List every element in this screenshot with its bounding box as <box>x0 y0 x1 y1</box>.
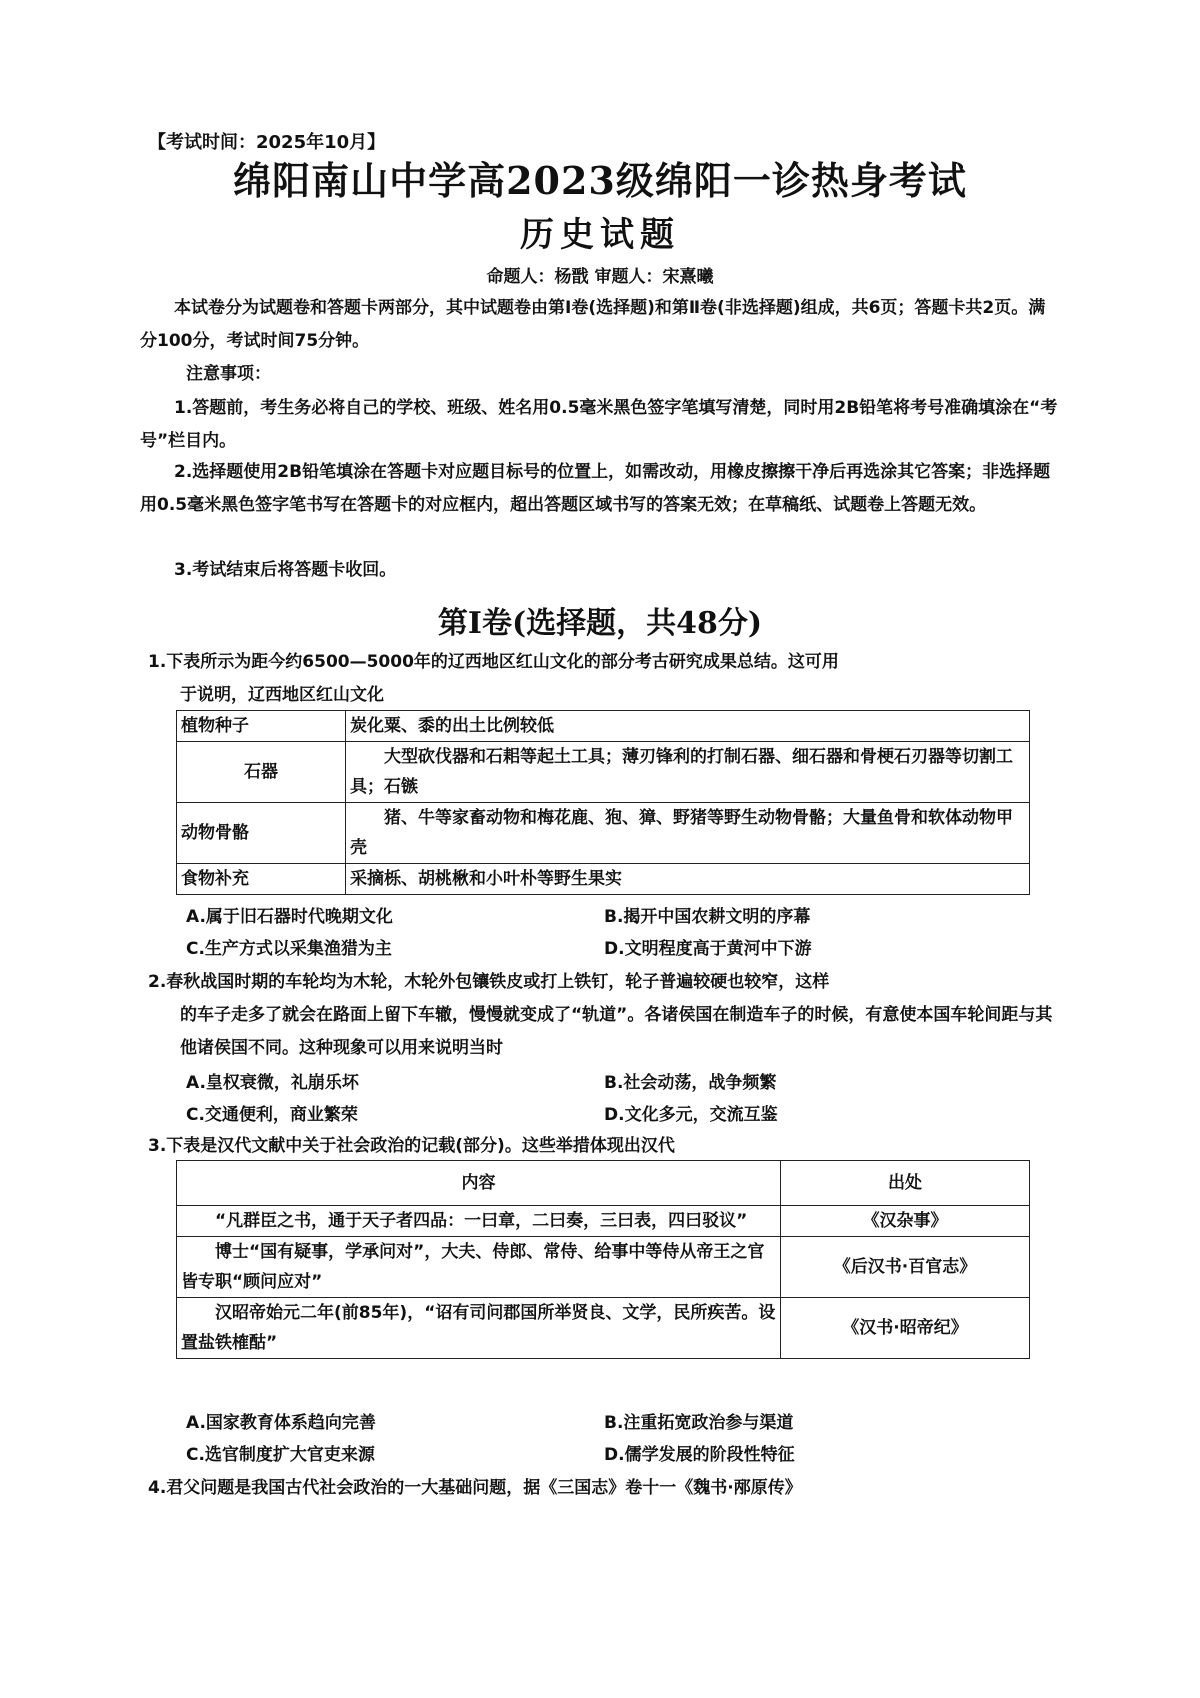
subject-title: 历史试题 <box>520 215 680 255</box>
table-row <box>177 1237 1030 1298</box>
notice-item-1: 1.答题前，考生务必将自己的学校、班级、姓名用0.5毫米黑色签字笔填写清楚，同时用2B铅笔将考号准确填涂在“考号”栏目内。 <box>140 398 1058 451</box>
table-header-row <box>177 1161 1030 1206</box>
notice-heading: 注意事项： <box>186 364 271 384</box>
q3-header-source: 出处 <box>781 1161 1030 1206</box>
q3-row-source: 《汉杂事》 <box>781 1206 1030 1237</box>
q1-row-key: 石器 <box>177 742 346 803</box>
q1-option-c: C.生产方式以采集渔猎为主 <box>186 939 392 959</box>
authors-line: 命题人：杨戬 审题人：宋熹曦 <box>486 267 714 287</box>
q3-option-a: A.国家教育体系趋向完善 <box>186 1413 376 1433</box>
table-row <box>177 711 1030 742</box>
q1-row-value: 大型砍伐器和石耜等起土工具；薄刃锋利的打制石器、细石器和骨梗石刃器等切割工具；石镞 <box>346 742 1030 803</box>
q2-option-b: B.社会动荡，战争频繁 <box>604 1073 777 1093</box>
notice-item-3: 3.考试结束后将答题卡收回。 <box>174 560 397 580</box>
exam-time: 【考试时间：2025年10月】 <box>148 132 386 153</box>
q1-row-value: 猪、牛等家畜动物和梅花鹿、狍、獐、野猪等野生动物骨骼；大量鱼骨和软体动物甲壳 <box>346 803 1030 864</box>
exam-title: 绵阳南山中学高2023级绵阳一诊热身考试 <box>233 158 967 203</box>
q1-table <box>176 710 1030 895</box>
question-1 <box>148 646 1068 712</box>
table-row <box>177 1206 1030 1237</box>
q3-header-content: 内容 <box>177 1161 781 1206</box>
question-3: 3.下表是汉代文献中关于社会政治的记载(部分)。这些举措体现出汉代 <box>148 1136 675 1156</box>
section-title: 第Ⅰ卷(选择题，共48分) <box>437 606 763 641</box>
q3-table <box>176 1160 1030 1359</box>
q2-option-a: A.皇权衰微，礼崩乐坏 <box>186 1073 359 1093</box>
q1-row-key: 食物补充 <box>177 864 346 895</box>
q3-row-source: 《汉书·昭帝纪》 <box>781 1298 1030 1359</box>
q1-row-value: 采摘栎、胡桃楸和小叶朴等野生果实 <box>346 864 1030 895</box>
q2-option-d: D.文化多元，交流互鉴 <box>604 1105 778 1125</box>
notice-item-2: 2.选择题使用2B铅笔填涂在答题卡对应题目标号的位置上，如需改动，用橡皮擦擦干净后再选涂其它答案；非选择题用0.5毫米黑色签字笔书写在答题卡的对应框内，超出答题区域书写的答案无效；在草稿纸、试题卷上答题无效。 <box>140 462 1051 515</box>
q3-option-d: D.儒学发展的阶段性特征 <box>604 1445 795 1465</box>
table-row <box>177 803 1030 864</box>
q1-option-b: B.揭开中国农耕文明的序幕 <box>604 907 811 927</box>
q3-option-b: B.注重拓宽政治参与渠道 <box>604 1413 794 1433</box>
question-2 <box>148 966 1068 1065</box>
q1-stem-line2: 于说明，辽西地区红山文化 <box>180 685 384 705</box>
q1-option-d: D.文明程度高于黄河中下游 <box>604 939 812 959</box>
table-row <box>177 864 1030 895</box>
q2-stem-rest: 的车子走多了就会在路面上留下车辙，慢慢就变成了“轨道”。各诸侯国在制造车子的时候，有意使本国车轮间距与其他诸侯国不同。这种现象可以用来说明当时 <box>180 1005 1053 1058</box>
q3-row-source: 《后汉书·百官志》 <box>781 1237 1030 1298</box>
q1-row-key: 植物种子 <box>177 711 346 742</box>
q2-option-c: C.交通便利，商业繁荣 <box>186 1105 358 1125</box>
question-4: 4.君父问题是我国古代社会政治的一大基础问题，据《三国志》卷十一《魏书·邴原传》 <box>148 1478 802 1498</box>
q1-option-a: A.属于旧石器时代晚期文化 <box>186 907 393 927</box>
q1-row-key: 动物骨骼 <box>177 803 346 864</box>
intro-paragraph: 本试卷分为试题卷和答题卡两部分，其中试题卷由第Ⅰ卷(选择题)和第Ⅱ卷(非选择题)组成，共6页；答题卡共2页。满分100分，考试时间75分钟。 <box>140 298 1046 351</box>
q3-row-content: 汉昭帝始元二年(前85年)，“诏有司问郡国所举贤良、文学，民所疾苦。设置盐铁榷酤” <box>177 1298 781 1359</box>
q3-row-content: “凡群臣之书，通于天子者四品：一曰章，二曰奏，三曰表，四曰驳议” <box>177 1206 781 1237</box>
table-row <box>177 742 1030 803</box>
q1-stem-line1: 1.下表所示为距今约6500—5000年的辽西地区红山文化的部分考古研究成果总结。这可用 <box>148 652 839 672</box>
q3-option-c: C.选官制度扩大官吏来源 <box>186 1445 375 1465</box>
q3-row-content: 博士“国有疑事，学承问对”，大夫、侍郎、常侍、给事中等侍从帝王之官皆专职“顾问应对” <box>177 1237 781 1298</box>
q1-row-value: 炭化粟、黍的出土比例较低 <box>346 711 1030 742</box>
q2-stem-line1: 2.春秋战国时期的车轮均为木轮，木轮外包镶铁皮或打上铁钉，轮子普遍较硬也较窄，这样 <box>148 972 830 992</box>
table-row <box>177 1298 1030 1359</box>
